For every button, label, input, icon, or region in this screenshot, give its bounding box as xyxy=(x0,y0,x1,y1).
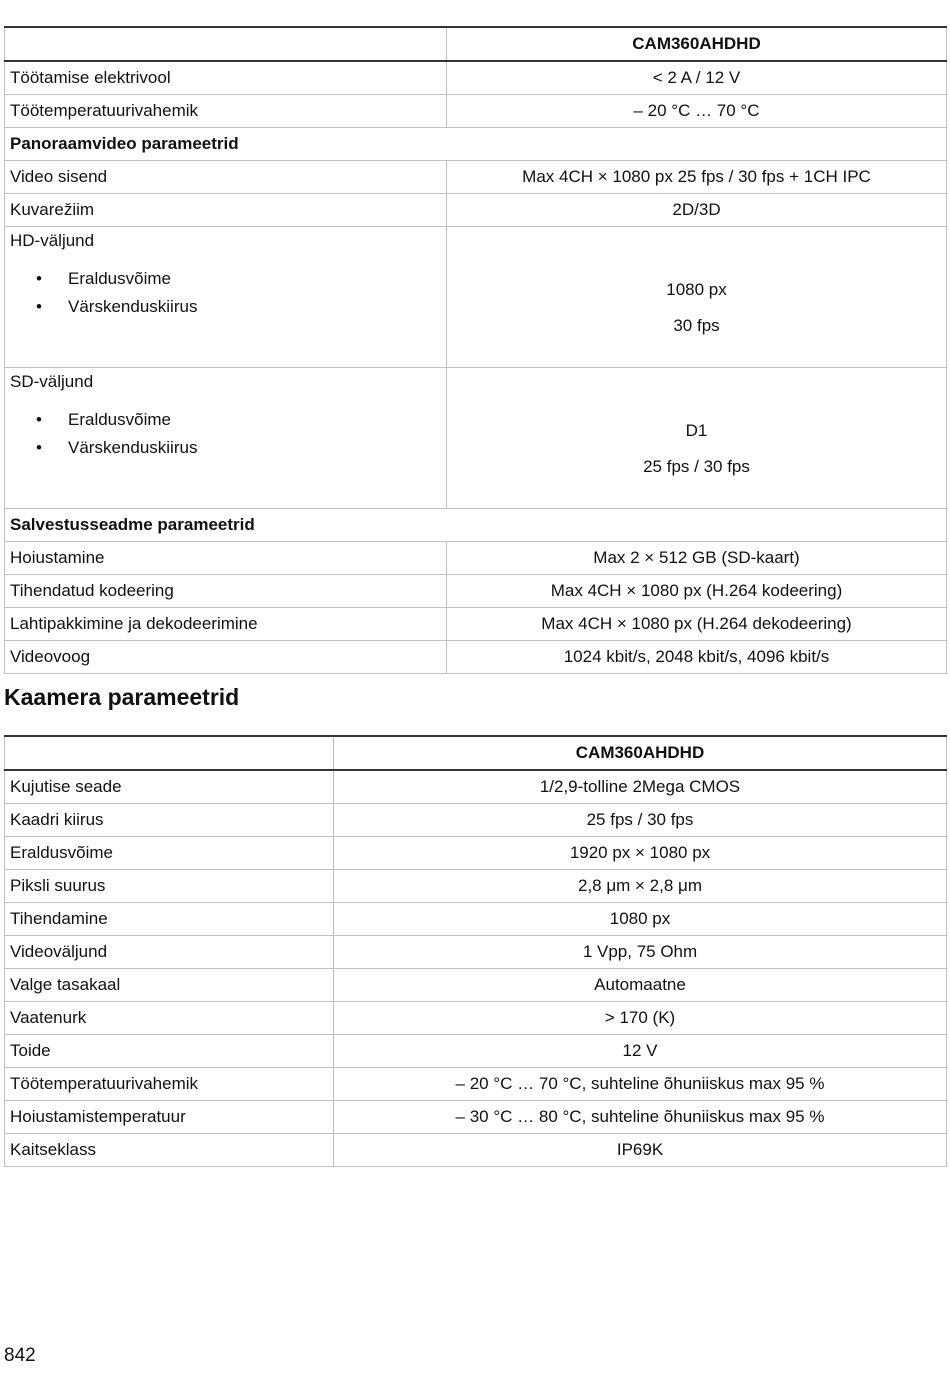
row-value: Max 4CH × 1080 px (H.264 dekodeering) xyxy=(447,608,947,641)
model-header: CAM360AHDHD xyxy=(447,27,947,61)
row-value: 1080 px xyxy=(666,280,727,299)
section-title-panorama: Panoraamvideo parameetrid xyxy=(5,128,947,161)
hd-output-list xyxy=(10,265,440,321)
table-row xyxy=(5,95,947,128)
list-item: • Eraldusvõime xyxy=(68,265,440,293)
row-value: 30 fps xyxy=(673,316,720,335)
row-value: 1/2,9-tolline 2Mega CMOS xyxy=(334,770,947,804)
row-label: Töötemperatuurivahemik xyxy=(5,95,447,128)
row-label: Töötamise elektrivool xyxy=(5,61,447,95)
row-label: Hoiustamine xyxy=(5,542,447,575)
row-value: – 20 °C … 70 °C, suhteline õhuniiskus max 95 % xyxy=(334,1068,947,1101)
system-specs-table xyxy=(4,26,947,674)
table-row xyxy=(5,936,947,969)
row-label: Kujutise seade xyxy=(5,770,334,804)
row-value: Max 4CH × 1080 px 25 fps / 30 fps + 1CH IPC xyxy=(447,161,947,194)
row-label: Hoiustamistemperatuur xyxy=(5,1101,334,1134)
table-row xyxy=(5,804,947,837)
sd-output-row xyxy=(5,368,947,509)
row-label: Piksli suurus xyxy=(5,870,334,903)
table-row xyxy=(5,837,947,870)
row-label: Kaadri kiirus xyxy=(5,804,334,837)
sd-output-values-cell xyxy=(447,368,947,509)
empty-header-cell xyxy=(5,27,447,61)
table-row xyxy=(5,161,947,194)
section-title-storage: Salvestusseadme parameetrid xyxy=(5,509,947,542)
row-value: 25 fps / 30 fps xyxy=(334,804,947,837)
list-item: • Värskenduskiirus xyxy=(68,434,440,462)
list-item: • Eraldusvõime xyxy=(68,406,440,434)
row-label: Kaitseklass xyxy=(5,1134,334,1167)
table-row xyxy=(5,1035,947,1068)
row-value: 2D/3D xyxy=(447,194,947,227)
table-row xyxy=(5,608,947,641)
row-value: 1920 px × 1080 px xyxy=(334,837,947,870)
table-row xyxy=(5,194,947,227)
row-label: HD-väljund xyxy=(10,231,95,250)
row-label: Valge tasakaal xyxy=(5,969,334,1002)
table-row xyxy=(5,542,947,575)
page-number: 842 xyxy=(4,1345,36,1366)
table-row xyxy=(5,641,947,674)
table-row xyxy=(5,903,947,936)
hd-output-values-cell xyxy=(447,227,947,368)
row-value: D1 xyxy=(685,421,708,440)
row-value: 25 fps / 30 fps xyxy=(643,457,750,476)
hd-output-row xyxy=(5,227,947,368)
table-row xyxy=(5,870,947,903)
row-value: 1 Vpp, 75 Ohm xyxy=(334,936,947,969)
table-row xyxy=(5,575,947,608)
section-row xyxy=(5,509,947,542)
row-value: 12 V xyxy=(334,1035,947,1068)
table-row xyxy=(5,1002,947,1035)
hd-output-label-cell xyxy=(5,227,447,368)
table-row xyxy=(5,969,947,1002)
row-label: SD-väljund xyxy=(10,372,94,391)
camera-specs-table xyxy=(4,735,947,1167)
table-row xyxy=(5,1068,947,1101)
row-label: Töötemperatuurivahemik xyxy=(5,1068,334,1101)
row-value: – 30 °C … 80 °C, suhteline õhuniiskus max 95 % xyxy=(334,1101,947,1134)
row-value: 1024 kbit/s, 2048 kbit/s, 4096 kbit/s xyxy=(447,641,947,674)
table-row xyxy=(5,770,947,804)
table-row xyxy=(5,1101,947,1134)
row-label: Kuvarežiim xyxy=(5,194,447,227)
table-header-row xyxy=(5,736,947,770)
row-value: Automaatne xyxy=(334,969,947,1002)
sd-output-list xyxy=(10,406,440,462)
row-value: IP69K xyxy=(334,1134,947,1167)
row-label: Lahtipakkimine ja dekodeerimine xyxy=(5,608,447,641)
row-value: Max 4CH × 1080 px (H.264 kodeering) xyxy=(447,575,947,608)
row-label: Tihendamine xyxy=(5,903,334,936)
row-label: Videoväljund xyxy=(5,936,334,969)
section-row xyxy=(5,128,947,161)
row-label: Vaatenurk xyxy=(5,1002,334,1035)
row-value: 1080 px xyxy=(334,903,947,936)
row-label: Tihendatud kodeering xyxy=(5,575,447,608)
row-value: 2,8 μm × 2,8 μm xyxy=(334,870,947,903)
row-value: > 170 (K) xyxy=(334,1002,947,1035)
table-header-row xyxy=(5,27,947,61)
row-label: Videovoog xyxy=(5,641,447,674)
row-value: < 2 A / 12 V xyxy=(447,61,947,95)
row-label: Eraldusvõime xyxy=(5,837,334,870)
row-value: Max 2 × 512 GB (SD-kaart) xyxy=(447,542,947,575)
empty-header-cell xyxy=(5,736,334,770)
row-value: – 20 °C … 70 °C xyxy=(447,95,947,128)
row-label: Video sisend xyxy=(5,161,447,194)
sd-output-label-cell xyxy=(5,368,447,509)
model-header: CAM360AHDHD xyxy=(334,736,947,770)
row-label: Toide xyxy=(5,1035,334,1068)
camera-section-heading: Kaamera parameetrid xyxy=(4,684,240,710)
list-item: • Värskenduskiirus xyxy=(68,293,440,321)
table-row xyxy=(5,61,947,95)
table-row xyxy=(5,1134,947,1167)
